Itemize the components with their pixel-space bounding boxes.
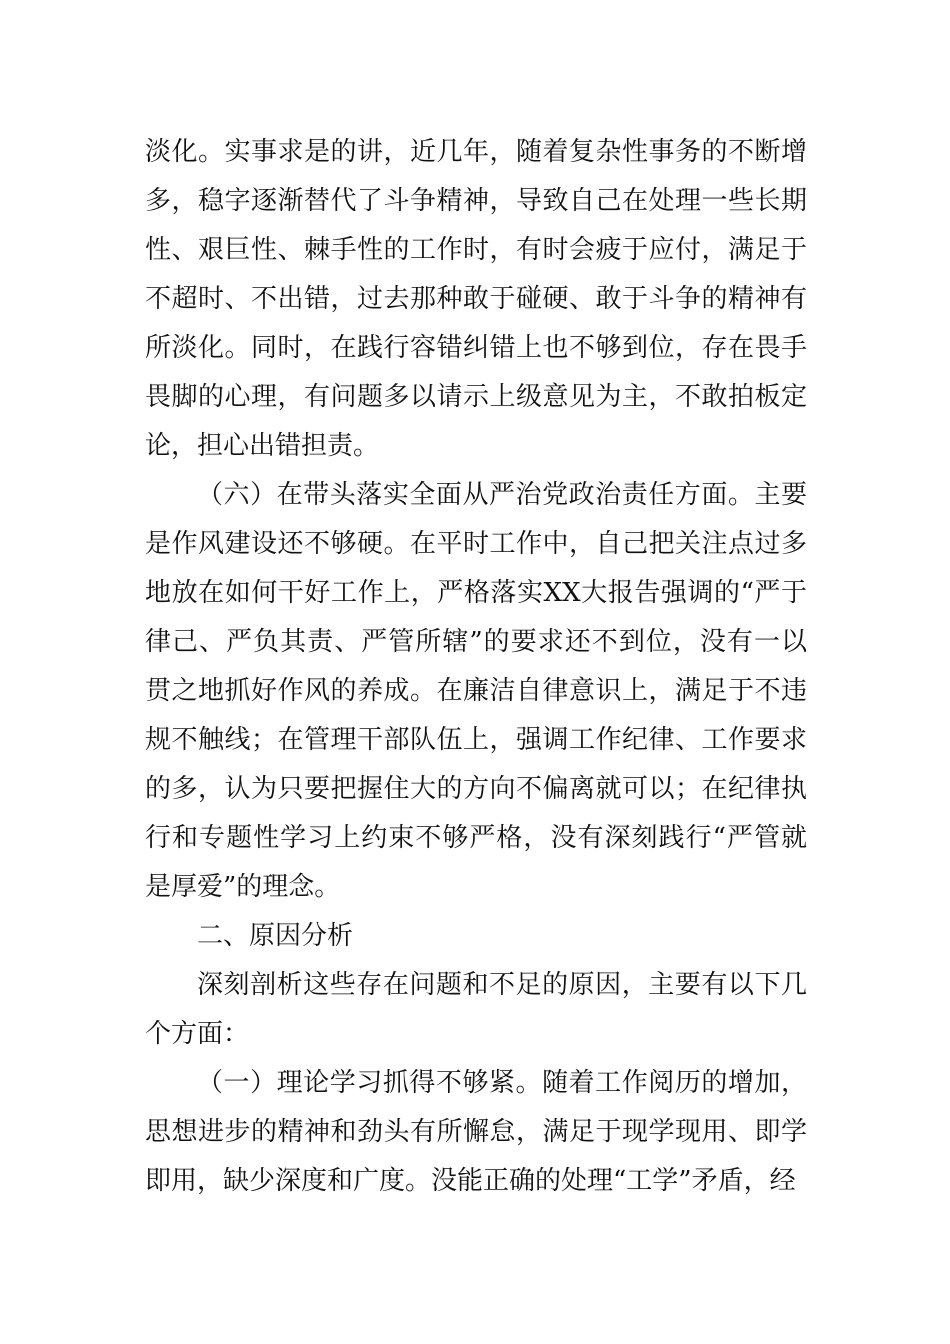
paragraph-section-six: （六）在带头落实全面从严治党政治责任方面。主要是作风建设还不够硬。在平时工作中，自己把关注点过多地放在如何干好工作上，严格落实XX大报告强调的“严于律己、严负其责、严管所辖”的要求还不到位，没有一以贯之地抓好作风的养成。在廉洁自律意识上，满足于不违规不触线；在管理干部队伍上，强调工作纪律、工作要求的多，认为只要把握住大的方向不偏离就可以；在纪律执行和专题性学习上约束不够严格，没有深刻践行“严管就是厚爱”的理念。 xyxy=(145,480,807,902)
paragraph-cause-one: （一）理论学习抓得不够紧。随着工作阅历的增加，思想进步的精神和劲头有所懈怠，满足于现学现用、即学即用，缺少深度和广度。没能正确的处理“工学”矛盾，经 xyxy=(145,1068,807,1196)
paragraph-cause-intro: 深刻剖析这些存在问题和不足的原因，主要有以下几个方面： xyxy=(145,970,807,1049)
document-page xyxy=(145,128,807,1206)
section-heading-cause-analysis: 二、原因分析 xyxy=(197,921,354,951)
paragraph-continuation: 淡化。实事求是的讲，近几年，随着复杂性事务的不断增多，稳字逐渐替代了斗争精神，导致自己在处理一些长期性、艰巨性、棘手性的工作时，有时会疲于应付，满足于不超时、不出错，过去那种敢于碰硬、敢于斗争的精神有所淡化。同时，在践行容错纠错上也不够到位，存在畏手畏脚的心理，有问题多以请示上级意见为主，不敢拍板定论，担心出错担责。 xyxy=(145,137,807,461)
